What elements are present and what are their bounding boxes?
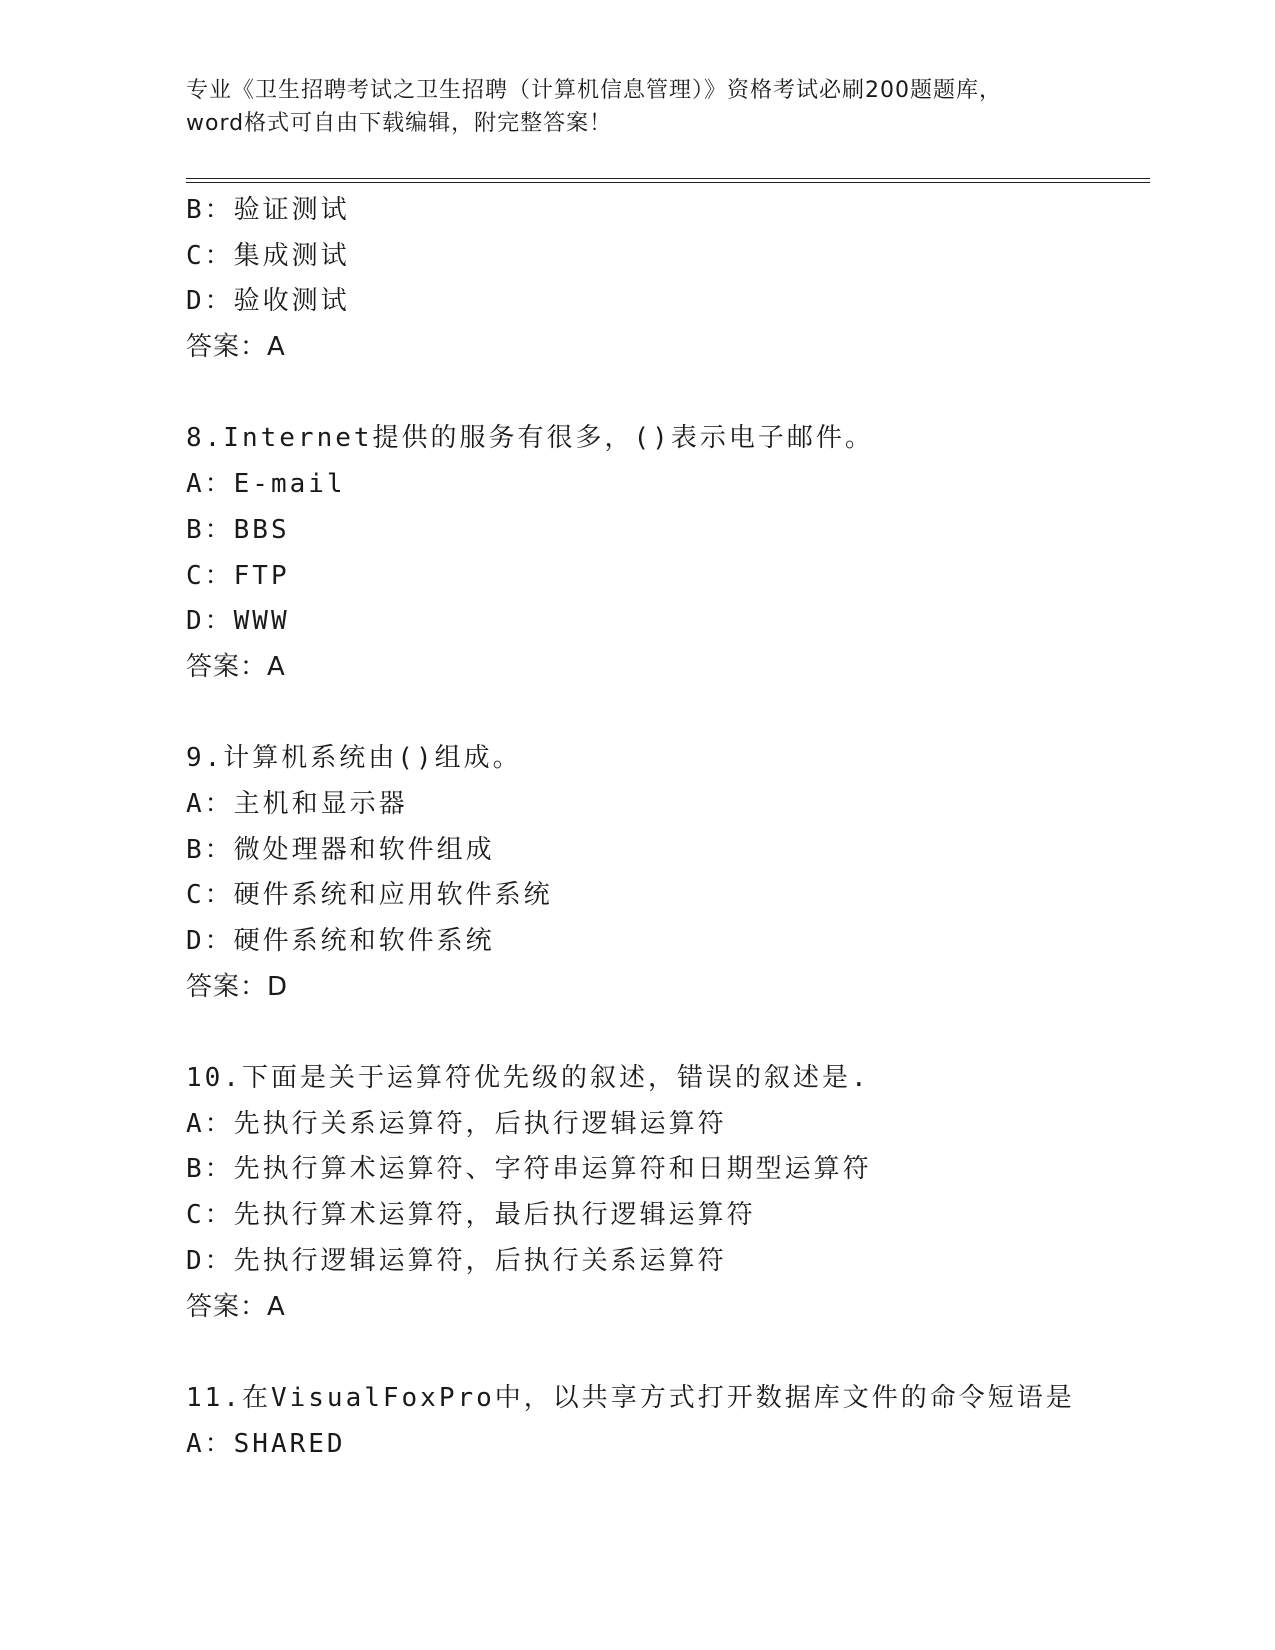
option-c: C：先执行算术运算符，最后执行逻辑运算符 [186,1200,756,1231]
option-c: C：FTP [186,560,290,591]
answer: 答案：D [186,971,289,1002]
answer: 答案：A [186,651,286,682]
answer: 答案：A [186,332,286,363]
question-10 [186,1056,1150,1330]
spacer [186,1330,1150,1376]
question-11 [186,1376,1150,1467]
answer: 答案：A [186,1291,286,1322]
option-c: C：硬件系统和应用软件系统 [186,880,553,911]
header-line-1: 专业《卫生招聘考试之卫生招聘（计算机信息管理）》资格考试必刷200题题库， [186,78,1002,103]
question-9 [186,736,1150,1010]
option-a: A：主机和显示器 [186,788,408,819]
option-b: B：微处理器和软件组成 [186,834,495,865]
question-text: 10.下面是关于运算符优先级的叙述，错误的叙述是. [186,1063,870,1094]
question-text: 11.在VisualFoxPro中，以共享方式打开数据库文件的命令短语是 [186,1382,1075,1413]
header-line-2: word格式可自由下载编辑，附完整答案！ [186,111,613,136]
spacer [186,1010,1150,1056]
option-b: B：先执行算术运算符、字符串运算符和日期型运算符 [186,1154,872,1185]
spacer [186,691,1150,737]
spacer [186,371,1150,417]
question-7-continuation [186,188,1150,371]
header-double-rule [186,178,1150,183]
question-text: 8.Internet提供的服务有很多，()表示电子邮件。 [186,423,874,454]
option-d: D：验收测试 [186,286,350,317]
option-d: D：硬件系统和软件系统 [186,926,495,956]
question-8 [186,416,1150,690]
option-a: A：先执行关系运算符，后执行逻辑运算符 [186,1108,727,1139]
option-c: C：集成测试 [186,240,350,271]
option-d: D：WWW [186,606,290,637]
option-a: A：SHARED [186,1428,346,1459]
question-text: 9.计算机系统由()组成。 [186,743,522,774]
question-content [186,188,1150,1467]
option-a: A：E-mail [186,469,346,500]
document-header [186,74,1106,140]
option-b: B：BBS [186,514,290,545]
option-d: D：先执行逻辑运算符，后执行关系运算符 [186,1245,727,1276]
option-b: B：验证测试 [186,195,350,225]
